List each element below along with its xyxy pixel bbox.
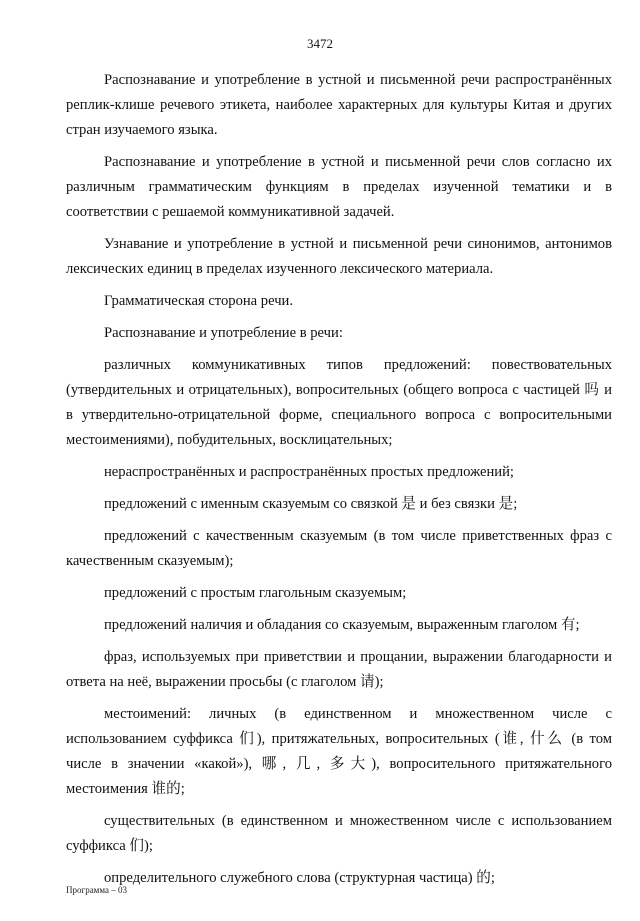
footer-label: Программа – 03 bbox=[66, 885, 128, 895]
page-number: 3472 bbox=[307, 36, 333, 51]
paragraph: Распознавание и употребление в устной и письменной речи слов согласно их различным грамматическим функциям в пределах изученной тематики и в соответствии с решаемой коммуникативной задачей. bbox=[66, 154, 612, 220]
list-item: предложений с качественным сказуемым (в том числе приветственных фраз с качественным сказуемым); bbox=[66, 528, 612, 569]
list-item: определительного служебного слова (структурная частица) 的; bbox=[104, 870, 495, 886]
list-item: различных коммуникативных типов предложений: повествовательных (утвердительных и отрицательных), вопросительных (общего вопроса с частицей 吗 и в утвердительно-отрицательной форме, специального вопроса с вопросительными местоимениями), побудительных, восклицательных; bbox=[66, 357, 612, 448]
paragraph: Узнавание и употребление в устной и письменной речи синонимов, антонимов лексических единиц в пределах изученного лексического материала. bbox=[66, 236, 612, 277]
paragraph: Распознавание и употребление в речи: bbox=[104, 325, 343, 341]
list-item: предложений с именным сказуемым со связкой 是 и без связки 是; bbox=[104, 496, 518, 512]
list-item: нераспространённых и распространённых простых предложений; bbox=[104, 464, 514, 480]
list-item: предложений наличия и обладания со сказуемым, выраженным глаголом 有; bbox=[104, 617, 580, 633]
list-item: местоимений: личных (в единственном и множественном числе с использованием суффикса 们), притяжательных, вопросительных (谁, 什么 (в том числе в значении «какой»), 哪, 几, 多大), вопросительного притяжательного местоимения 谁的; bbox=[66, 706, 612, 797]
section-heading: Грамматическая сторона речи. bbox=[104, 293, 294, 309]
list-item: предложений с простым глагольным сказуемым; bbox=[104, 585, 407, 601]
paragraph: Распознавание и употребление в устной и письменной речи распространённых реплик-клише речевого этикета, наиболее характерных для культуры Китая и других стран изучаемого языка. bbox=[66, 72, 612, 138]
list-item: фраз, используемых при приветствии и прощании, выражении благодарности и ответа на неё, выражении просьбы (с глаголом 请); bbox=[66, 649, 612, 690]
list-item: существительных (в единственном и множественном числе с использованием суффикса 们); bbox=[66, 813, 612, 854]
document-body bbox=[66, 68, 612, 891]
